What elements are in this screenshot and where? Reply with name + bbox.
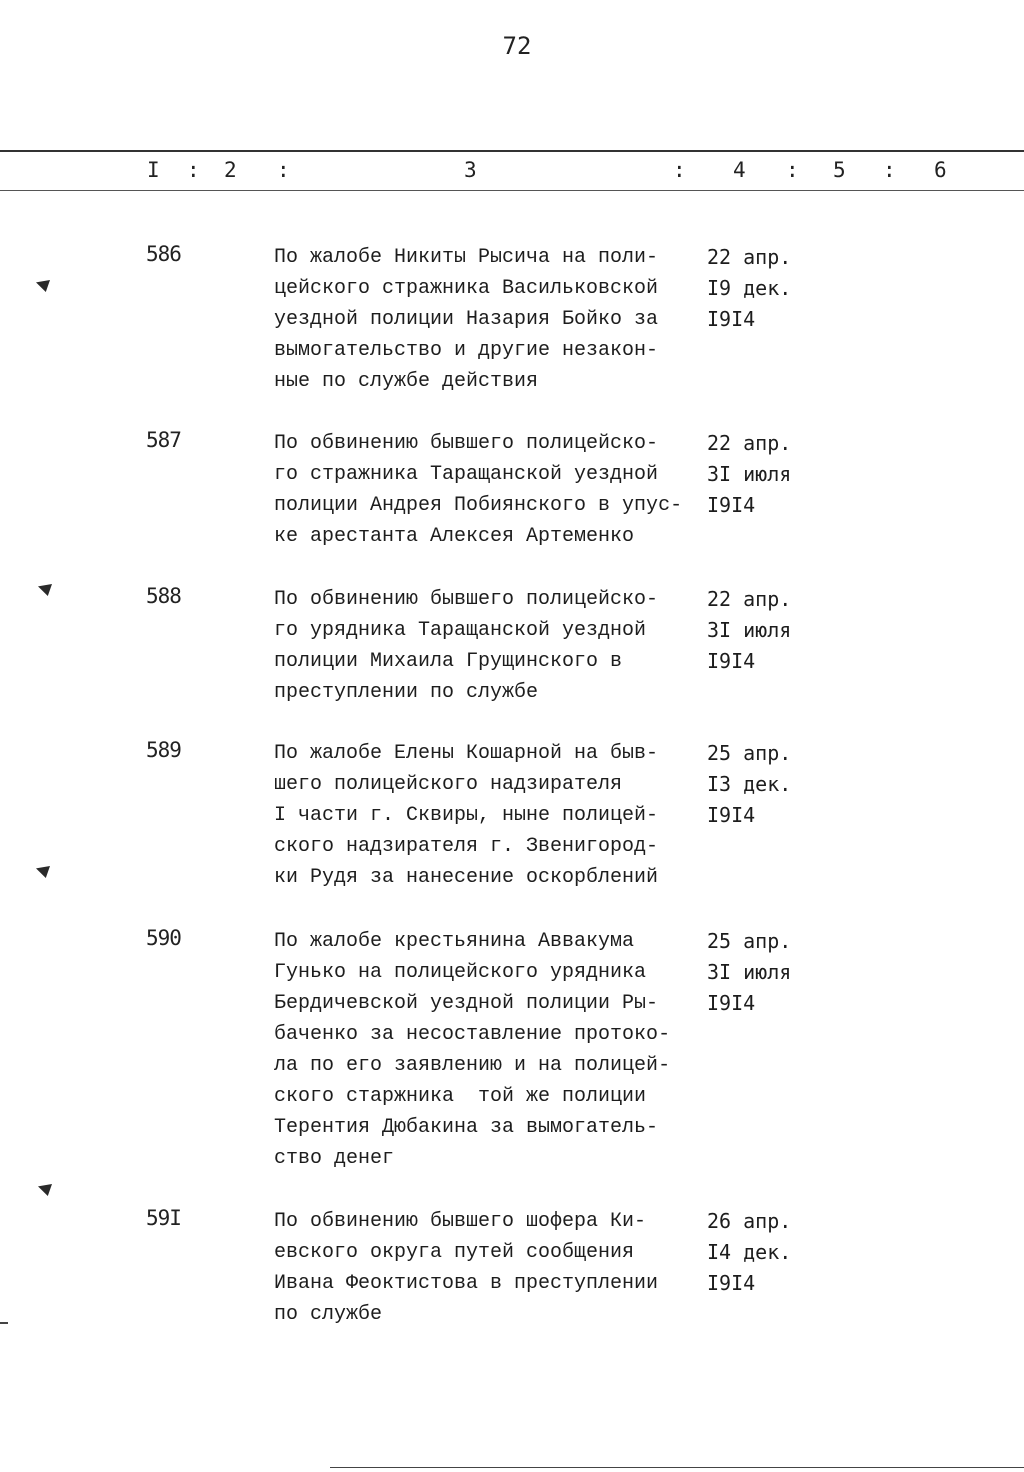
entry-number: 59I — [146, 1206, 181, 1230]
column-header-separator: : — [187, 158, 200, 182]
entry-dates — [707, 428, 791, 521]
page-number: 72 — [502, 32, 532, 60]
column-header-6: 6 — [934, 158, 947, 182]
footer-rule — [330, 1467, 1024, 1468]
entry-dates — [707, 926, 791, 1019]
entry-start-date: 26 апр. — [707, 1209, 792, 1233]
entry-end-date: 3I июля — [707, 960, 792, 984]
entry-description: По обвинению бывшего полицейско- го стражника Таращанской уездной полиции Андрея Побиянского в упус- ке арестанта Алексея Артеменко — [274, 432, 683, 548]
entry-description: По жалобе Никиты Рысича на поли- цейского стражника Васильковской уездной полиции Назария Бойко за вымогательство и другие незакон- ные по службе действия — [274, 246, 659, 393]
binder-hole-mark — [38, 1184, 52, 1196]
column-header-separator: : — [786, 158, 799, 182]
binder-hole-mark — [38, 584, 52, 596]
column-header-row — [0, 158, 1024, 184]
entry-description: По обвинению бывшего полицейско- го урядника Таращанской уездной полиции Михаила Грущинского в преступлении по службе — [274, 588, 659, 704]
entry-year: I9I4 — [707, 991, 756, 1015]
entry-number: 587 — [146, 428, 181, 452]
entry-year: I9I4 — [707, 307, 756, 331]
entry-start-date: 22 апр. — [707, 245, 792, 269]
entry-description: По обвинению бывшего шофера Ки- евского округа путей сообщения Ивана Феоктистова в преступлении по службе — [274, 1210, 659, 1326]
column-header-separator: : — [883, 158, 896, 182]
entry-end-date: I4 дек. — [707, 1240, 792, 1264]
entry-dates — [707, 1206, 791, 1299]
entry-start-date: 25 апр. — [707, 929, 792, 953]
entry-start-date: 22 апр. — [707, 587, 792, 611]
entry-end-date: I3 дек. — [707, 772, 792, 796]
entry-number: 590 — [146, 926, 181, 950]
entry-dates — [707, 584, 791, 677]
entry-number: 588 — [146, 584, 181, 608]
entry-year: I9I4 — [707, 649, 756, 673]
entry-number: 586 — [146, 242, 181, 266]
entry-description: По жалобе крестьянина Аввакума Гунько на полицейского урядника Бердичевской уездной полиции Ры- баченко за несоставление протоко- ла по его заявлению и на полицей- ского старжника той же полиции Терентия Дюбакина за вымогатель- ство денег — [274, 930, 671, 1170]
margin-tick-mark — [0, 1322, 8, 1324]
column-header-separator: : — [673, 158, 686, 182]
binder-hole-mark — [36, 280, 50, 292]
entry-end-date: 3I июля — [707, 462, 792, 486]
entry-end-date: I9 дек. — [707, 276, 792, 300]
entry-start-date: 22 апр. — [707, 431, 792, 455]
column-header-1: I — [147, 158, 160, 182]
header-top-rule — [0, 150, 1024, 152]
column-header-4: 4 — [733, 158, 746, 182]
entry-dates — [707, 242, 791, 335]
column-header-separator: : — [277, 158, 290, 182]
entry-start-date: 25 апр. — [707, 741, 792, 765]
entry-year: I9I4 — [707, 1271, 756, 1295]
entry-year: I9I4 — [707, 493, 756, 517]
entry-number: 589 — [146, 738, 181, 762]
entry-year: I9I4 — [707, 803, 756, 827]
entry-dates — [707, 738, 791, 831]
binder-hole-mark — [36, 866, 50, 878]
header-bottom-rule — [0, 190, 1024, 191]
entry-end-date: 3I июля — [707, 618, 792, 642]
column-header-3: 3 — [464, 158, 477, 182]
column-header-5: 5 — [833, 158, 846, 182]
column-header-2: 2 — [224, 158, 237, 182]
entry-description: По жалобе Елены Кошарной на быв- шего полицейского надзирателя I части г. Сквиры, ныне полицей- ского надзирателя г. Звенигород- ки Рудя за нанесение оскорблений — [274, 742, 659, 889]
